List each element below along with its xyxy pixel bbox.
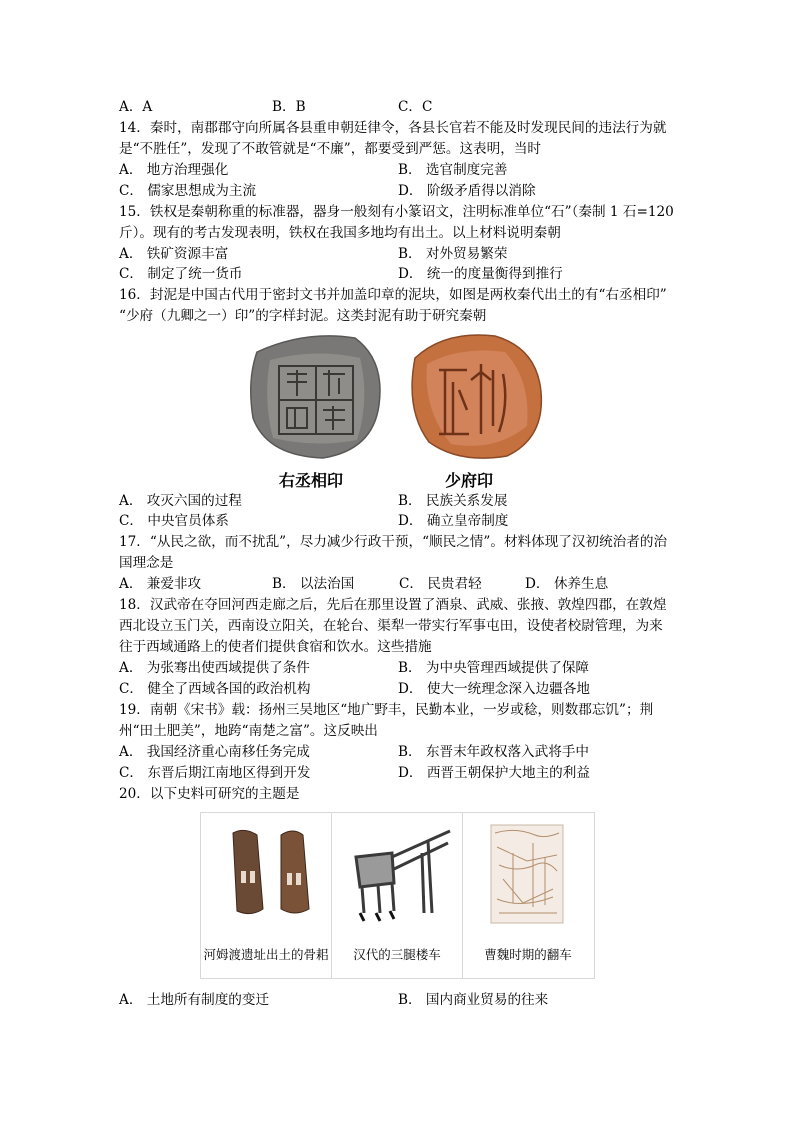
q16-option-b[interactable]: B． 民族关系发展 <box>398 493 508 509</box>
clay-seals-image <box>245 330 555 465</box>
q13-option-c[interactable]: C．C <box>398 99 433 115</box>
q18-option-d[interactable]: D． 使大一统理念深入边疆各地 <box>398 681 590 697</box>
q18-stem-line-1: 18．汉武帝在夺回河西走廊之后，先后在那里设置了酒泉、武威、张掖、敦煌四郡，在敦煌 <box>119 597 667 613</box>
q15-stem-line-1: 15．铁权是秦朝称重的标准器，器身一般刻有小篆诏文，注明标准单位“石”（秦制 1 石=120 <box>119 204 674 220</box>
seal-caption-right-chancellor: 右丞相印 <box>279 471 344 490</box>
q19-option-a[interactable]: A． 我国经济重心南移任务完成 <box>119 744 310 760</box>
q17-option-b[interactable]: B． 以法治国 <box>272 576 355 592</box>
q20-option-b[interactable]: B． 国内商业贸易的往来 <box>398 992 549 1008</box>
artifact-cell-seed-drill <box>332 813 463 978</box>
q18-stem-line-2: 西北设立玉门关，西南设立阳关，在轮台、渠犁一带实行军事屯田，设使者校尉管理，为来 <box>119 618 663 634</box>
clay-seal-figure <box>245 330 555 492</box>
bone-spade-left <box>233 830 263 913</box>
q18-option-b[interactable]: B． 为中央管理西域提供了保障 <box>398 660 590 676</box>
q20-stem-line-1: 20．以下史料可研究的主题是 <box>119 786 300 802</box>
q14-option-b[interactable]: B． 选官制度完善 <box>398 162 508 178</box>
q17-option-c[interactable]: C． 民贵君轻 <box>399 576 482 592</box>
q15-stem-line-2: 斤）。现有的考古发现表明，铁权在我国多地均有出土。以上材料说明秦朝 <box>119 225 561 241</box>
seal-caption-shaofu: 少府印 <box>445 471 494 490</box>
q14-option-d[interactable]: D． 阶级矛盾得以消除 <box>398 183 536 199</box>
q17-stem-line-2: 国理念是 <box>119 555 174 571</box>
q18-option-c[interactable]: C． 健全了西域各国的政治机构 <box>119 681 311 697</box>
q16-option-d[interactable]: D． 确立皇帝制度 <box>398 513 509 529</box>
artifact-cell-bone-spade <box>201 813 332 978</box>
q13-option-b[interactable]: B．B <box>272 99 306 115</box>
q14-option-a[interactable]: A． 地方治理强化 <box>119 162 229 178</box>
q17-stem-line-1: 17．“从民之欲，而不扰乱”，尽力减少行政干预，“顺民之情”。材料体现了汉初统治者的治 <box>119 534 668 550</box>
q15-option-c[interactable]: C． 制定了统一货币 <box>119 266 243 282</box>
artifact-cell-water-wheel <box>463 813 593 978</box>
q15-option-d[interactable]: D． 统一的度量衡得到推行 <box>398 266 563 282</box>
seed-drill-image <box>332 813 462 933</box>
q19-option-d[interactable]: D． 西晋王朝保护大地主的利益 <box>398 765 590 781</box>
q19-stem-line-2: 州“田土肥美”，地跨“南楚之富”。这反映出 <box>119 723 378 739</box>
bone-spade-image <box>201 813 331 933</box>
q19-stem-line-1: 19．南朝《宋书》载：扬州三吴地区“地广野丰，民勤本业，一岁或稔，则数郡忘饥”；荆 <box>119 702 654 718</box>
artifact-caption-water-wheel: 曹魏时期的翻车 <box>484 947 572 962</box>
q19-option-b[interactable]: B． 东晋末年政权落入武将手中 <box>398 744 590 760</box>
bone-spade-right <box>281 831 309 913</box>
q13-option-a[interactable]: A．A <box>119 99 153 115</box>
q14-stem-line-2: 是“不胜任”，发现了不敢管就是“不廉”，都要受到严惩。这表明，当时 <box>119 141 542 157</box>
q16-option-c[interactable]: C． 中央官员体系 <box>119 513 229 529</box>
q16-stem-line-2: “少府（九卿之一）印”的字样封泥。这类封泥有助于研究秦朝 <box>119 308 487 324</box>
q16-stem-line-1: 16．封泥是中国古代用于密封文书并加盖印章的泥块，如图是两枚秦代出土的有“右丞相印” <box>119 287 667 303</box>
q15-option-b[interactable]: B． 对外贸易繁荣 <box>398 246 508 262</box>
water-wheel-image <box>463 813 593 933</box>
q20-option-a[interactable]: A． 土地所有制度的变迁 <box>119 992 270 1008</box>
q19-option-c[interactable]: C． 东晋后期江南地区得到开发 <box>119 765 311 781</box>
q17-option-a[interactable]: A． 兼爱非攻 <box>119 576 202 592</box>
q18-stem-line-3: 往于西域通路上的使者们提供食宿和饮水。这些措施 <box>119 639 432 655</box>
q15-option-a[interactable]: A． 铁矿资源丰富 <box>119 246 229 262</box>
q18-option-a[interactable]: A． 为张骞出使西域提供了条件 <box>119 660 310 676</box>
q17-option-d[interactable]: D． 休养生息 <box>525 576 609 592</box>
q14-option-c[interactable]: C． 儒家思想成为主流 <box>119 183 257 199</box>
q14-stem-line-1: 14．秦时，南郡郡守向所属各县重申朝廷律令，各县长官若不能及时发现民间的违法行为就 <box>119 120 667 136</box>
artifact-caption-bone-spade: 河姆渡遗址出土的骨耜 <box>203 947 329 962</box>
q16-option-a[interactable]: A． 攻灭六国的过程 <box>119 493 242 509</box>
artifact-figure-table <box>200 812 595 979</box>
artifact-caption-seed-drill: 汉代的三腿楼车 <box>353 947 441 962</box>
